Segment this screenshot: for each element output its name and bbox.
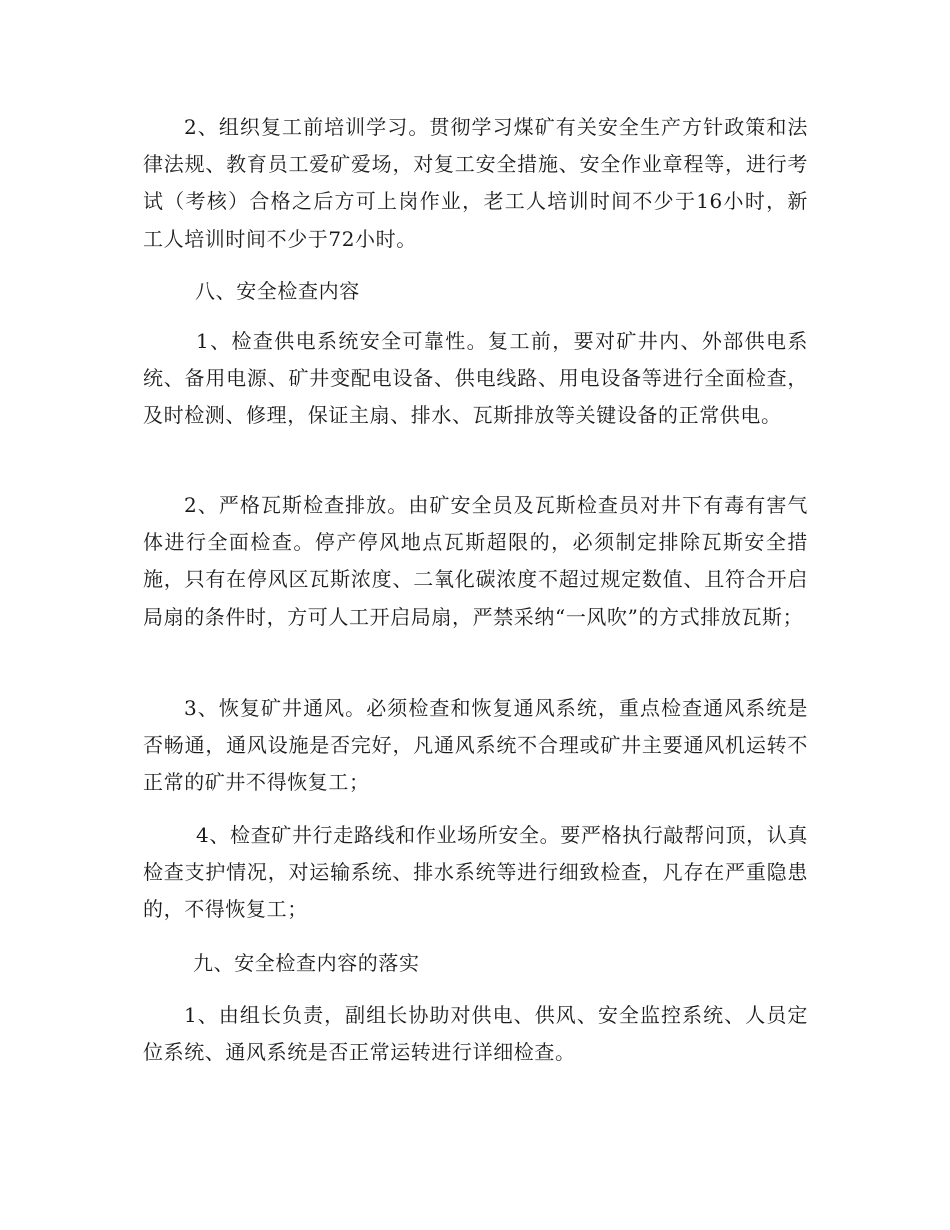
paragraph-training: 2、组织复工前培训学习。贯彻学习煤矿有关安全生产方针政策和法律法规、教育员工爱矿爱场，对复工安全措施、安全作业章程等，进行考试（考核）合格之后方可上岗作业，老工人培训时间不少于16小时，新工人培训时间不少于72小时。 — [143, 115, 808, 251]
paragraph-gas-inspection: 2、严格瓦斯检查排放。由矿安全员及瓦斯检查员对井下有毒有害气体进行全面检查。停产停风地点瓦斯超限的，必须制定排除瓦斯安全措施，只有在停风区瓦斯浓度、二氧化碳浓度不超过规定数值、且符合开启局扇的条件时，方可人工开启局扇，严禁采纳“一风吹”的方式排放瓦斯； — [143, 493, 808, 629]
paragraph-leader-responsibility: 1、由组长负责，副组长协助对供电、供风、安全监控系统、人员定位系统、通风系统是否正常运转进行详细检查。 — [143, 1003, 808, 1065]
section-heading-implementation: 九、安全检查内容的落实 — [193, 951, 420, 975]
paragraph-walkway-safety: 4、检查矿井行走路线和作业场所安全。要严格执行敲帮问顶，认真检查支护情况，对运输系统、排水系统等进行细致检查，凡存在严重隐患的，不得恢复工； — [143, 823, 808, 922]
paragraph-ventilation: 3、恢复矿井通风。必须检查和恢复通风系统，重点检查通风系统是否畅通，通风设施是否完好，凡通风系统不合理或矿井主要通风机运转不正常的矿井不得恢复工； — [143, 696, 808, 795]
section-heading-safety-inspection: 八、安全检查内容 — [195, 279, 360, 303]
paragraph-power-supply: 1、检查供电系统安全可靠性。复工前，要对矿井内、外部供电系统、备用电源、矿井变配电设备、供电线路、用电设备等进行全面检查，及时检测、修理，保证主扇、排水、瓦斯排放等关键设备的正常供电。 — [143, 329, 808, 428]
